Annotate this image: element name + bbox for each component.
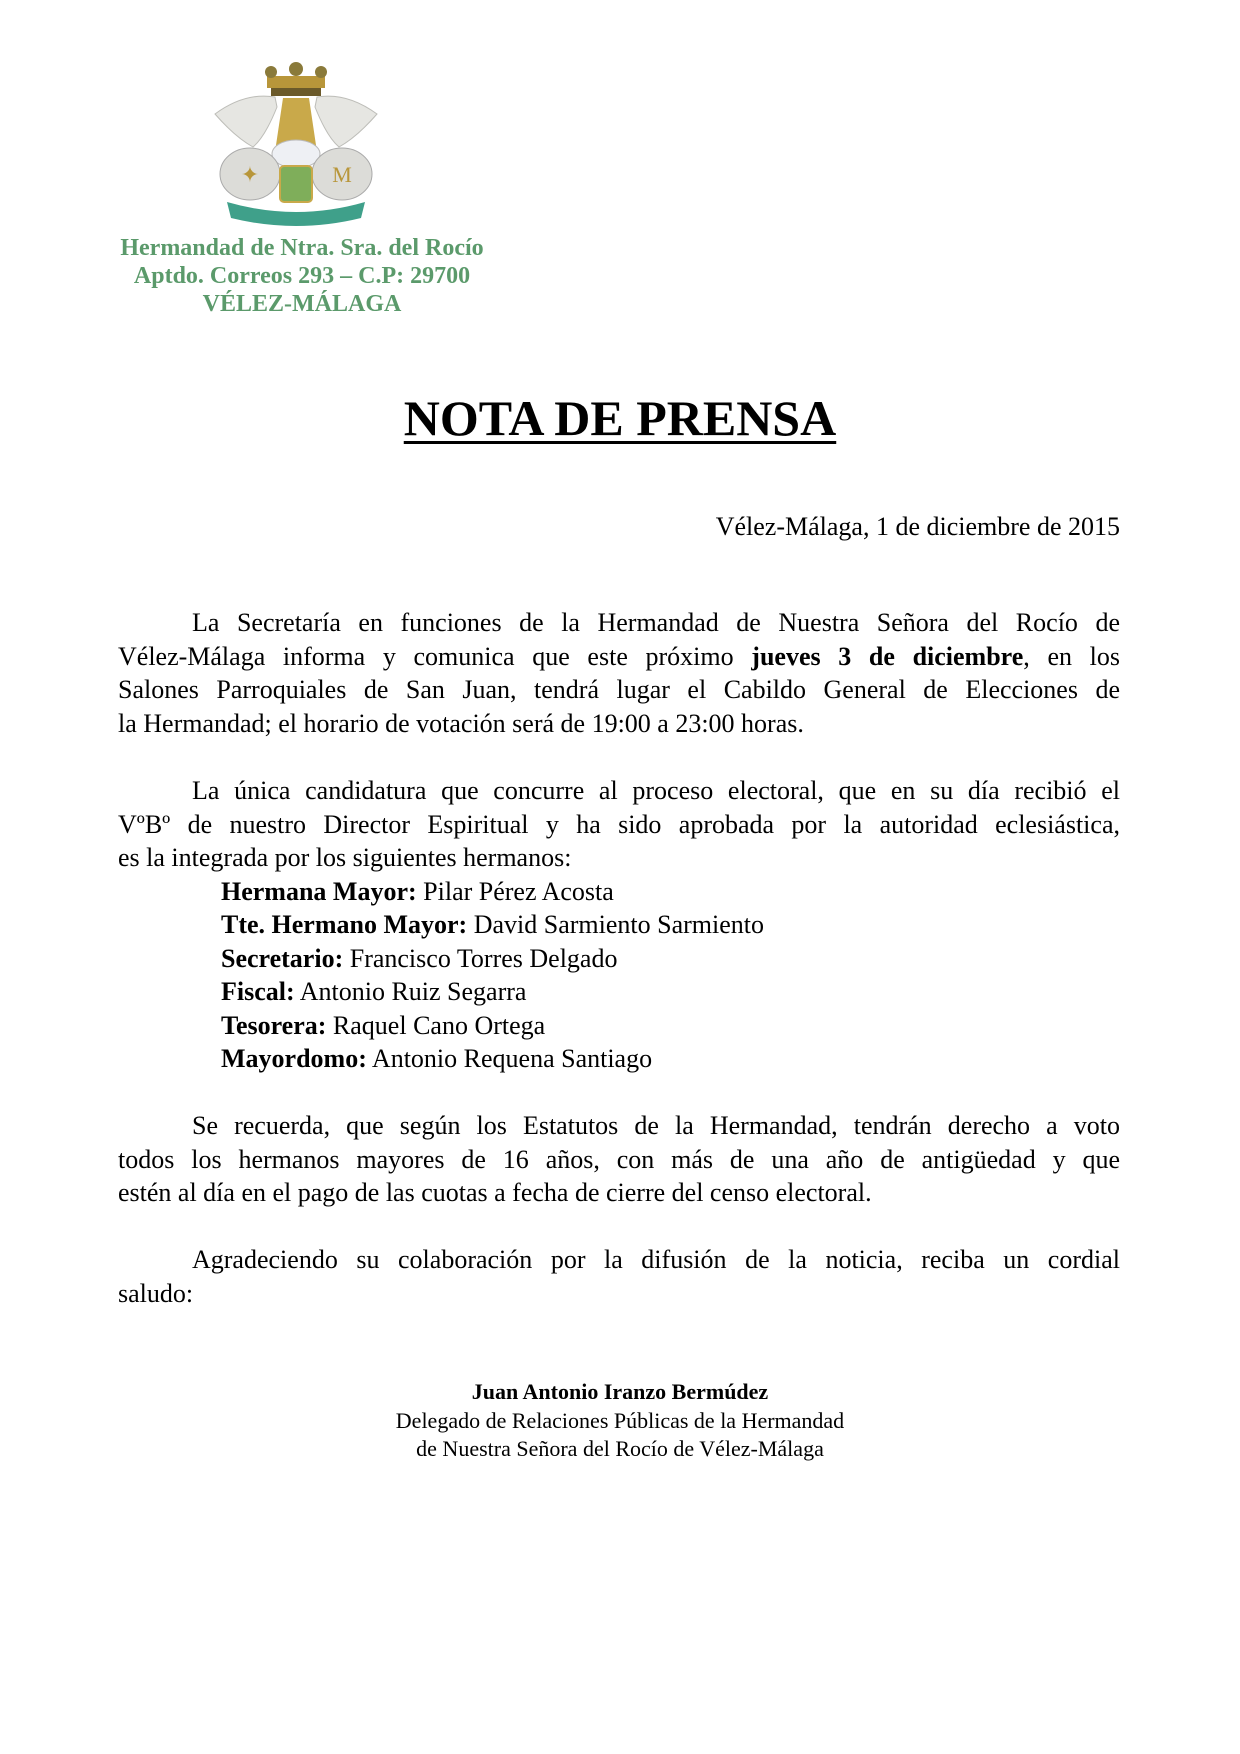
candidate-list-item <box>118 975 1120 1009</box>
text-segment: Vélez-Málaga informa y comunica que este próximo <box>118 641 752 671</box>
paragraph-candidature <box>118 774 1120 1076</box>
text-segment: Salones Parroquiales de San Juan, tendrá lugar el Cabildo General de Elecciones de <box>118 675 1120 704</box>
ribbon-icon <box>227 202 365 226</box>
signatory-name: Juan Antonio Iranzo Bermúdez <box>471 1379 769 1404</box>
text-line <box>118 673 1120 707</box>
candidate-list-item <box>118 1042 1120 1076</box>
text-segment: estén al día en el pago de las cuotas a fecha de cierre del censo electoral. <box>118 1178 872 1207</box>
crown-icon <box>265 62 327 96</box>
text-segment: Antonio Requena Santiago <box>366 1044 653 1073</box>
signatory-role: Delegado de Relaciones Públicas de la Hermandad <box>395 1407 845 1433</box>
text-line <box>118 606 1120 640</box>
bold-text: Hermana Mayor: <box>221 876 417 906</box>
text-segment: Se recuerda, que según los Estatutos de la Hermandad, tendrán derecho a voto <box>192 1111 1120 1140</box>
text-line <box>118 1176 1120 1210</box>
postal-address: Aptdo. Correos 293 – C.P: 29700 <box>133 263 471 289</box>
bold-text: Fiscal: <box>221 977 295 1006</box>
text-line <box>118 640 1120 674</box>
bold-text: jueves 3 de diciembre <box>751 641 1024 671</box>
text-line <box>118 1277 1120 1311</box>
city: VÉLEZ-MÁLAGA <box>202 291 402 317</box>
text-segment: David Sarmiento Sarmiento <box>467 910 764 939</box>
paragraph-announcement <box>118 606 1120 740</box>
svg-text:✦: ✦ <box>240 162 260 187</box>
text-segment: Agradeciendo su colaboración por la difusión de la noticia, reciba un cordial <box>192 1245 1120 1274</box>
virgin-figure-icon <box>272 98 320 168</box>
bold-text: Tte. Hermano Mayor: <box>221 910 468 939</box>
svg-text:M: M <box>332 162 352 187</box>
brotherhood-coat-of-arms-logo <box>205 62 387 228</box>
signatory-organization: de Nuestra Señora del Rocío de Vélez-Málaga <box>416 1436 824 1461</box>
organization-header <box>112 234 492 318</box>
text-line <box>118 1243 1120 1277</box>
text-segment: todos los hermanos mayores de 16 años, con más de una año de antigüedad y que <box>118 1144 1120 1174</box>
bold-text: Secretario: <box>221 943 344 973</box>
candidate-list-item <box>118 875 1120 909</box>
text-segment: Antonio Ruiz Segarra <box>294 977 527 1006</box>
text-segment: , en los <box>1023 641 1120 671</box>
text-segment: La única candidatura que concurre al proceso electoral, que en su día recibió el <box>192 776 1120 805</box>
candidate-list-item <box>118 908 1120 942</box>
text-segment: Francisco Torres Delgado <box>343 943 618 973</box>
date-line: Vélez-Málaga, 1 de diciembre de 2015 <box>715 512 1120 541</box>
candidate-list-item <box>118 1009 1120 1043</box>
text-line <box>118 774 1120 808</box>
text-line <box>118 1143 1120 1177</box>
paragraph-voting-rights <box>118 1109 1120 1210</box>
paragraph-closing <box>118 1243 1120 1310</box>
text-segment: VºBº de nuestro Director Espiritual y ha sido aprobada por la autoridad eclesiástica, <box>118 809 1120 839</box>
text-segment: Raquel Cano Ortega <box>326 1010 546 1040</box>
shield-icon <box>280 166 312 202</box>
text-segment: es la integrada por los siguientes hermanos: <box>118 843 572 872</box>
text-segment: la Hermandad; el horario de votación será de 19:00 a 23:00 horas. <box>118 708 804 738</box>
text-line <box>118 808 1120 842</box>
document-title <box>0 388 1240 448</box>
bold-text: Mayordomo: <box>221 1044 367 1073</box>
candidate-list-item <box>118 942 1120 976</box>
text-line <box>118 841 1120 875</box>
title-text: NOTA DE PRENSA <box>403 390 837 446</box>
bold-text: Tesorera: <box>221 1010 327 1040</box>
organization-name: Hermandad de Ntra. Sra. del Rocío <box>120 235 484 261</box>
text-line <box>118 707 1120 741</box>
text-line <box>118 1109 1120 1143</box>
text-segment: La Secretaría en funciones de la Hermandad de Nuestra Señora del Rocío de <box>192 608 1120 637</box>
text-segment: Pilar Pérez Acosta <box>416 876 614 906</box>
signature-block <box>0 1378 1240 1464</box>
text-segment: saludo: <box>118 1278 194 1308</box>
